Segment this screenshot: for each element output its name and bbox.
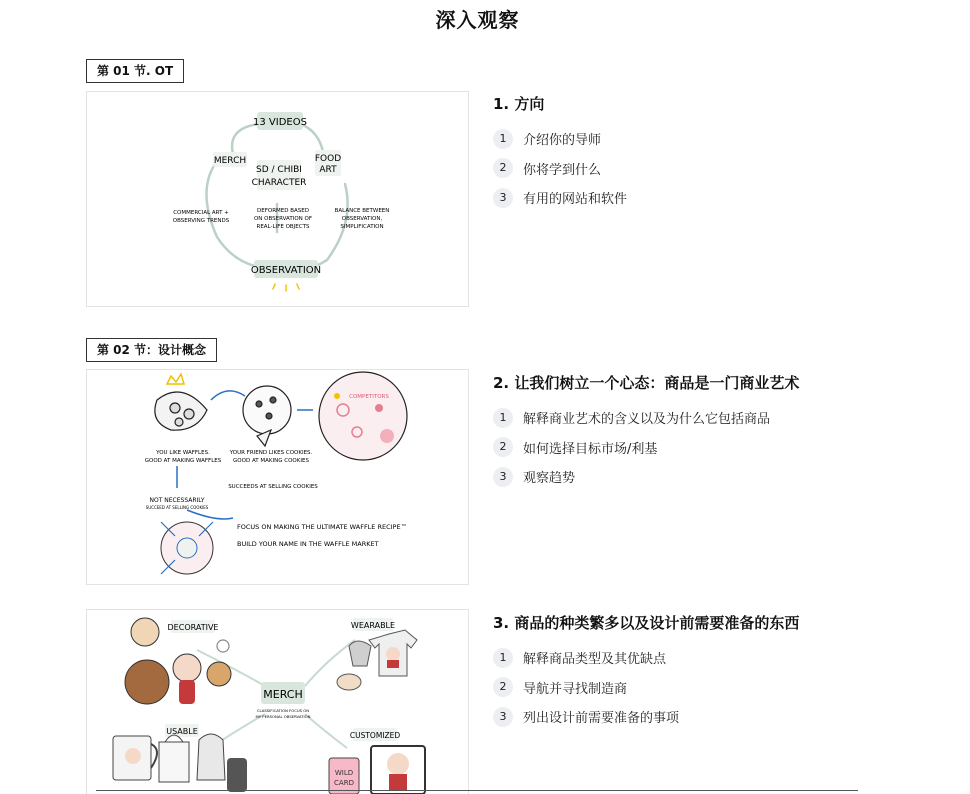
cookie-icon: [243, 386, 291, 446]
diagram-node-right-1: FOOD: [314, 154, 342, 164]
waffle-icon: [155, 392, 207, 430]
lesson-title: 3. 商品的种类繁多以及设计前需要准备的东西: [493, 614, 800, 632]
merch-types-map: [87, 610, 468, 794]
crown-icon: [167, 374, 184, 384]
merch-label-wearable: WEARABLE: [350, 621, 396, 630]
sketch-not-necessarily-sub: SUCCEED AT SELLING COOKIES: [145, 505, 209, 510]
item-number-badge: 1: [493, 648, 513, 668]
diagram-note-right-1: BALANCE BETWEEN: [334, 208, 390, 214]
diagram-note-center-3: REAL-LIFE OBJECTS: [256, 224, 310, 230]
arrow-icon: [211, 391, 245, 400]
item-text: 解释商品类型及其优缺点: [523, 652, 667, 668]
lesson-item[interactable]: [493, 403, 933, 433]
lesson-mindset: [493, 372, 933, 492]
bottom-divider: [96, 790, 858, 791]
section-tag-02: 第 02 节：设计概念: [86, 338, 217, 362]
diagram-node-center-1: SD / CHIBI: [256, 165, 302, 175]
diagram-note-left-1: COMMERCIAL ART +: [173, 210, 229, 216]
item-text: 列出设计前需要准备的事项: [523, 711, 680, 727]
diagram-node-left: MERCH: [213, 156, 247, 166]
item-text: 导航并寻找制造商: [523, 681, 628, 697]
lesson-item[interactable]: [493, 643, 933, 673]
lesson-title: 1. 方向: [493, 95, 545, 113]
item-number-badge: 1: [493, 129, 513, 149]
lesson-item[interactable]: [493, 433, 933, 463]
lesson-orientation: [493, 93, 933, 213]
merch-label-center: MERCH: [263, 688, 303, 701]
lesson-item[interactable]: [493, 673, 933, 703]
card-label-2: CARD: [334, 779, 354, 787]
sketch-focus-1: FOCUS ON MAKING THE ULTIMATE WAFFLE RECIPE™: [237, 523, 408, 531]
sketch-not-necessarily: NOT NECESSARILY: [149, 497, 205, 504]
item-number-badge: 2: [493, 677, 513, 697]
lesson-item[interactable]: [493, 124, 933, 154]
diagram-note-center-1: DEFORMED BASED: [257, 208, 309, 214]
lesson-item[interactable]: [493, 154, 933, 184]
merch-center-sub-2: MY PERSONAL OBSERVATION: [255, 714, 311, 719]
sketch-note-friend-2: GOOD AT MAKING COOKIES: [233, 458, 309, 464]
item-text: 解释商业艺术的含义以及为什么它包括商品: [523, 412, 771, 428]
merch-center-sub-1: CLASSIFICATION FOCUS ON: [256, 708, 310, 713]
sketch-focus-2: BUILD YOUR NAME IN THE WAFFLE MARKET: [237, 540, 379, 548]
diagram-note-left-2: OBSERVING TRENDS: [172, 218, 230, 224]
page-title: 深入观察: [435, 8, 520, 32]
item-number-badge: 3: [493, 707, 513, 727]
design-concept-sketch: [87, 370, 468, 584]
merch-label-usable: USABLE: [166, 727, 198, 736]
sketch-note-friend-1: YOUR FRIEND LIKES COOKIES.: [229, 450, 313, 456]
competitors-cookie-icon: [319, 372, 407, 460]
competitors-label: COMPETITORS: [349, 394, 389, 400]
target-waffle-icon: [161, 522, 213, 574]
sketch-note-waffle-1: YOU LIKE WAFFLES.: [156, 450, 210, 456]
arrow-curve-icon: [187, 510, 233, 519]
lesson-item[interactable]: [493, 462, 933, 492]
diagram-node-center-2: CHARACTER: [251, 178, 307, 188]
diagram-note-right-3: SIMPLIFICATION: [340, 224, 384, 230]
thumbnail-design-concept[interactable]: [86, 369, 469, 585]
sketch-note-waffle-2: GOOD AT MAKING WAFFLES: [144, 458, 222, 464]
tshirt-icon: [337, 630, 417, 690]
diagram-node-top: 13 VIDEOS: [253, 117, 307, 128]
diagram-node-right-2: ART: [319, 165, 337, 175]
mug-icon: [113, 736, 157, 780]
thumbnail-orientation[interactable]: [86, 91, 469, 307]
item-number-badge: 1: [493, 408, 513, 428]
item-text: 介绍你的导师: [523, 133, 602, 149]
diagram-node-bottom: OBSERVATION: [250, 265, 322, 276]
sketch-note-success: SUCCEEDS AT SELLING COOKIES: [228, 484, 318, 490]
item-number-badge: 2: [493, 158, 513, 178]
card-label-1: WILD: [334, 769, 354, 777]
tote-bag-icon: [159, 734, 247, 792]
lesson-merch-types: [493, 612, 933, 732]
item-number-badge: 3: [493, 467, 513, 487]
merch-label-decorative: DECORATIVE: [167, 623, 219, 632]
diagram-note-center-2: ON OBSERVATION OF: [253, 216, 313, 222]
lesson-title: 2. 让我们树立一个心态：商品是一门商业艺术: [493, 374, 800, 392]
item-text: 观察趋势: [523, 471, 576, 487]
thumbnail-merch-types[interactable]: [86, 609, 469, 794]
item-text: 有用的网站和软件: [523, 192, 628, 208]
diagram-note-right-2: OBSERVATION,: [341, 216, 383, 222]
lesson-item[interactable]: [493, 702, 933, 732]
wild-card-icon: [329, 746, 425, 794]
merch-label-customized: CUSTOMIZED: [349, 731, 401, 740]
sparkle-icon: [273, 284, 299, 291]
item-text: 如何选择目标市场/利基: [523, 441, 658, 457]
orientation-diagram: [87, 92, 468, 306]
section-tag-01: 第 01 节. OT: [86, 59, 184, 83]
lesson-item[interactable]: [493, 183, 933, 213]
item-number-badge: 3: [493, 188, 513, 208]
item-text: 你将学到什么: [523, 162, 602, 178]
item-number-badge: 2: [493, 437, 513, 457]
